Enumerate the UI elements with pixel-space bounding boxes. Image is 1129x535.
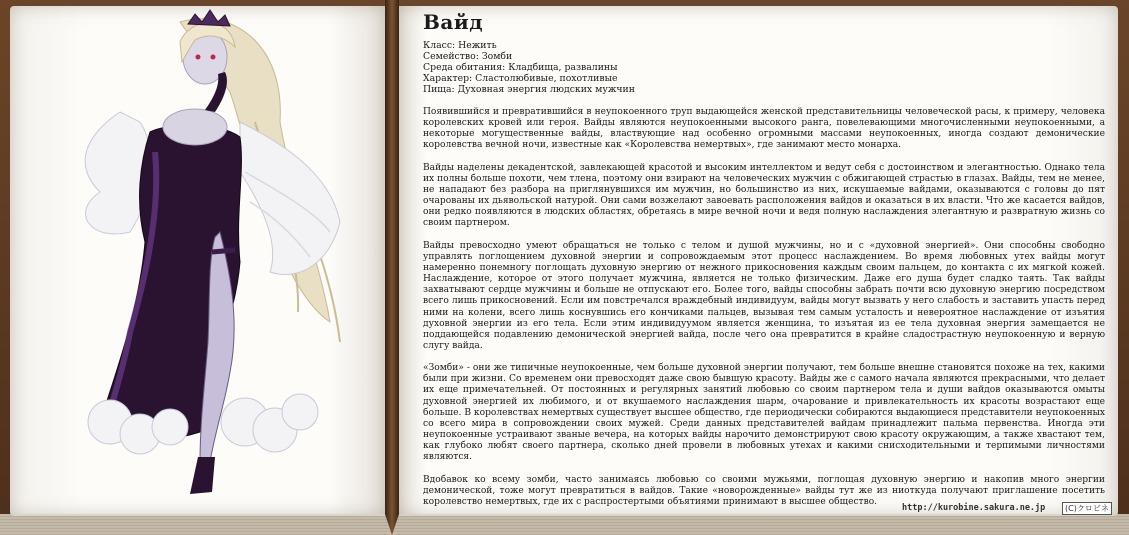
entry-title: Вайд (423, 10, 484, 34)
character-illustration (30, 2, 360, 508)
profile-family: Семейство: Зомби (423, 51, 513, 62)
entry-content (423, 10, 1105, 506)
profile-block (423, 40, 1105, 95)
profile-habitat: Среда обитания: Кладбища, развалины (423, 62, 618, 73)
profile-food: Пища: Духовная энергия людских мужчин (423, 84, 635, 95)
profile-character: Характер: Сластолюбивые, похотливые (423, 73, 618, 84)
profile-class: Класс: Нежить (423, 40, 497, 51)
book-spine (385, 0, 399, 535)
paragraph-zombies: «Зомби» - они же типичные неупокоенные, чем больше духовной энергии получают, тем больше внешне становятся похоже на тех, какими были при жизни. Со временем они превосходят даже свою бывшую красоту. Вайды же с самого начала являются прекрасными, что делает их еще примечательней. От постоянных и регулярных занятий любовью со своим партнером тела и души вайдов оказываются омыты духовной энергией их любимого, и от вкушаемого наслаждения шарм, очарование и привлекательность их красоты возрастают еще больше. В королевствах немертвых существует высшее общество, где периодически собираются выдающиеся представители неупокоенных со всего мира в сопровождении своих мужей. Среди данных представителей вайдам принадлежит пальма первенства. Иногда эти неупокоенные устраивают званые вечера, на которых вайды нарочито демонстрируют свою красоту окружающим, а также хвастают тем, как глубоко любят своего партнера, сколько дней провели в любовных утехах и какими снисходительными и терпимыми личностями являются. (423, 363, 1105, 463)
eye-left (196, 55, 201, 60)
paragraph-energy: Вайды превосходно умеют обращаться не только с телом и душой мужчины, но и с «духовной энергией». Они способны свободно управлять поглощением духовной энергии и сопровождаемым этот процесс наслаждением. Во время любовных утех вайды могут намеренно понемногу поглощать духовную энергию от нежного прикосновения каждым своим пальцем, до контакта с их мягкой кожей. Наслаждение, которое от этого получает мужчина, является не только физическим. Даже его душа будет сладко таять. Так вайды захватывают сердце мужчины и больше не отпускают его. Более того, вайды способны забрать почти всю духовную энергию посредством всего лишь прикосновений. Если им повстречался враждебный индивидуум, вайды могут вызвать у него слабость и заставить упасть перед ними на колени, всего лишь коснувшись его кончиками пальцев, вызывая тем самым усталость и невероятное наслаждение от изъятия духовной энергии из его тела. Если этим индивидуумом является женщина, то изъятая из ее тела духовная энергия замещается не поддающейся подавлению демонической энергией вайда, после чего она превратится в крайне сладострастную неупокоенную и верную слугу вайда. (423, 240, 1105, 351)
paragraph-newborn: Вдобавок ко всему зомби, часто занимаясь любовью со своими мужьями, поглощая духовную энергию и накопив много энергии демонической, тоже могут превратиться в вайдов. Такие «новорожденные» вайды тут же из ниоткуда получают приглашение посетить королевство немертвых, где их с распростертыми объятиями принимают в высшее общество. (423, 474, 1105, 507)
paragraph-appearance: Вайды наделены декадентской, завлекающей красотой и высоким интеллектом и ведут себя с достоинством и элегантностью. Однако тела их полны больше похоти, чем тлена, поэтому они взирают на человеческих мужчин с обжигающей страстью в глазах. Вайды, тем не менее, не нападают без разбора на приглянувшихся им мужчин, но большинство из них, искушаемые вайдами, оказываются с головы до пят очарованы их дьявольской натурой. Они сами возжелают завоевать расположения вайдов и оказаться в их власти. Что же касается вайдов, они редко появляются в людских областях, обретаясь в мире вечной ночи и ведя полную наслаждения элегантную и развратную жизнь со своим партнером. (423, 162, 1105, 229)
chest (163, 109, 227, 145)
footer-copyright: (C)クロビネ (1062, 502, 1112, 515)
footer-url: http://kurobine.sakura.ne.jp (902, 503, 1046, 513)
eye-right (211, 55, 216, 60)
tiara (188, 10, 230, 26)
paragraph-intro: Появившийся и превратившийся в неупокоенного труп выдающейся женской представительницы человеческой расы, к примеру, человека королевских кровей или героя. Вайды являются неупокоенными высокого ранга, повелевающими многочисленными неупокоенными, а некоторые могущественные вайды, властвующие над особенно огромными массами неупокоенных, иногда создают демонические королевства вечной ночи, известные как «Королевства немертвых», где занимают место монарха. (423, 107, 1105, 151)
boot (190, 457, 215, 494)
